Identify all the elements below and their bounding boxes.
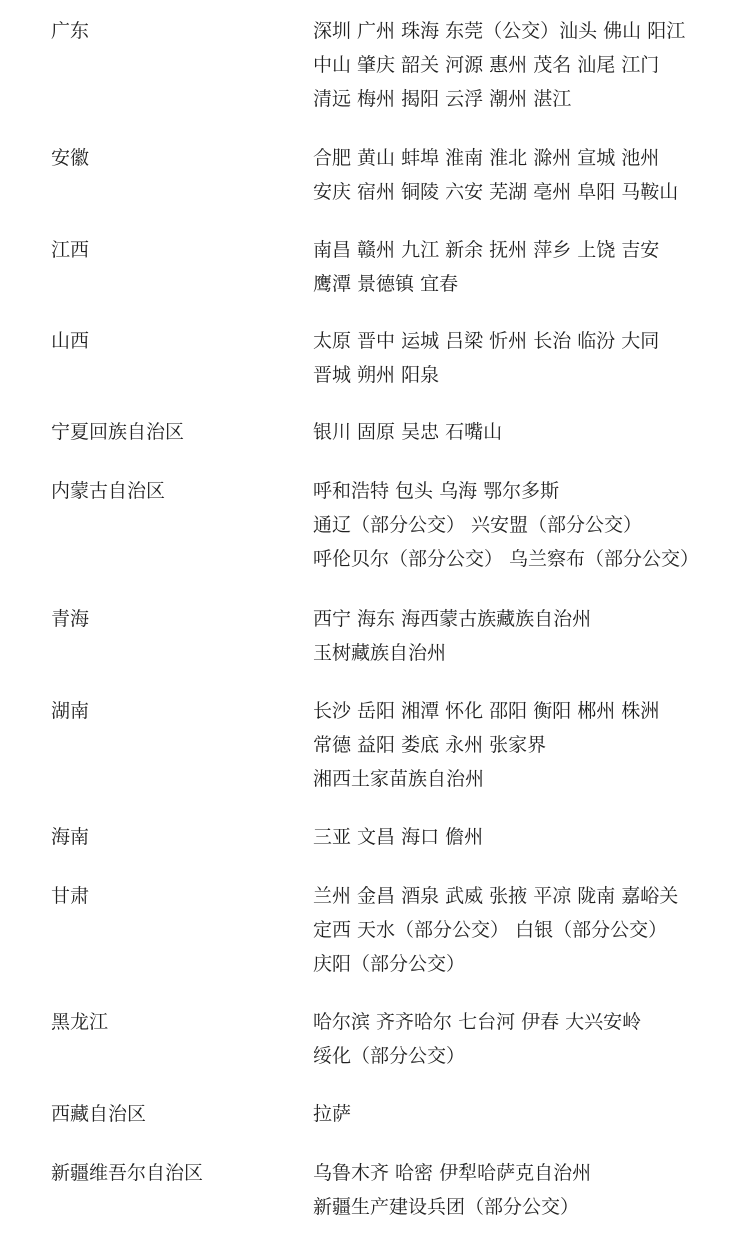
province-name: 安徽 [51,147,90,169]
city-line: 定西 天水（部分公交） 白银（部分公交） [313,919,668,941]
city-list [313,602,750,670]
city-line: 拉萨 [313,1103,352,1125]
province-name: 宁夏回族自治区 [51,421,185,443]
city-line: 哈尔滨 齐齐哈尔 七台河 伊春 大兴安岭 [313,1011,642,1033]
city-list [313,694,750,796]
city-line: 庆阳（部分公交） [313,953,466,975]
province-name: 西藏自治区 [51,1103,147,1125]
province-name: 江西 [51,239,90,261]
city-line: 三亚 文昌 海口 儋州 [313,826,484,848]
province-name: 黑龙江 [51,1011,109,1033]
city-line: 绥化（部分公交） [313,1045,466,1067]
city-line: 湘西土家苗族自治州 [313,768,485,790]
city-line: 新疆生产建设兵团（部分公交） [313,1196,580,1218]
city-line: 南昌 赣州 九江 新余 抚州 萍乡 上饶 吉安 [313,239,660,261]
city-line: 清远 梅州 揭阳 云浮 潮州 湛江 [313,88,572,110]
province-name: 山西 [51,330,90,352]
city-line: 通辽（部分公交） 兴安盟（部分公交） [313,514,643,536]
province-name: 湖南 [51,700,90,722]
city-line: 太原 晋中 运城 吕梁 忻州 长治 临汾 大同 [313,330,660,352]
province-name: 甘肃 [51,885,90,907]
province-name: 内蒙古自治区 [51,480,166,502]
province-name: 广东 [51,20,90,42]
city-list [313,879,750,981]
city-list [313,415,750,449]
city-line: 常德 益阳 娄底 永州 张家界 [313,734,547,756]
city-line: 乌鲁木齐 哈密 伊犁哈萨克自治州 [313,1162,592,1184]
city-line: 银川 固原 吴忠 石嘴山 [313,421,503,443]
city-list [313,1156,750,1224]
city-list [313,233,750,301]
city-line: 晋城 朔州 阳泉 [313,364,440,386]
city-list [313,1005,750,1073]
city-list [313,14,750,116]
city-list [313,1097,750,1131]
province-name: 海南 [51,826,90,848]
city-line: 呼伦贝尔（部分公交） 乌兰察布（部分公交） [313,548,700,570]
province-name: 新疆维吾尔自治区 [51,1162,204,1184]
city-line: 鹰潭 景德镇 宜春 [313,273,459,295]
city-list [313,820,750,854]
city-line: 中山 肇庆 韶关 河源 惠州 茂名 汕尾 江门 [313,54,660,76]
city-line: 兰州 金昌 酒泉 武威 张掖 平凉 陇南 嘉峪关 [313,885,679,907]
city-line: 玉树藏族自治州 [313,642,447,664]
city-line: 合肥 黄山 蚌埠 淮南 淮北 滁州 宣城 池州 [313,147,660,169]
city-list [313,474,750,576]
city-list [313,324,750,392]
city-list [313,141,750,209]
city-line: 安庆 宿州 铜陵 六安 芜湖 亳州 阜阳 马鞍山 [313,181,679,203]
city-line: 呼和浩特 包头 乌海 鄂尔多斯 [313,480,560,502]
province-name: 青海 [51,608,90,630]
city-line: 长沙 岳阳 湘潭 怀化 邵阳 衡阳 郴州 株洲 [313,700,660,722]
city-line: 西宁 海东 海西蒙古族藏族自治州 [313,608,592,630]
city-line: 深圳 广州 珠海 东莞（公交）汕头 佛山 阳江 [313,20,686,42]
